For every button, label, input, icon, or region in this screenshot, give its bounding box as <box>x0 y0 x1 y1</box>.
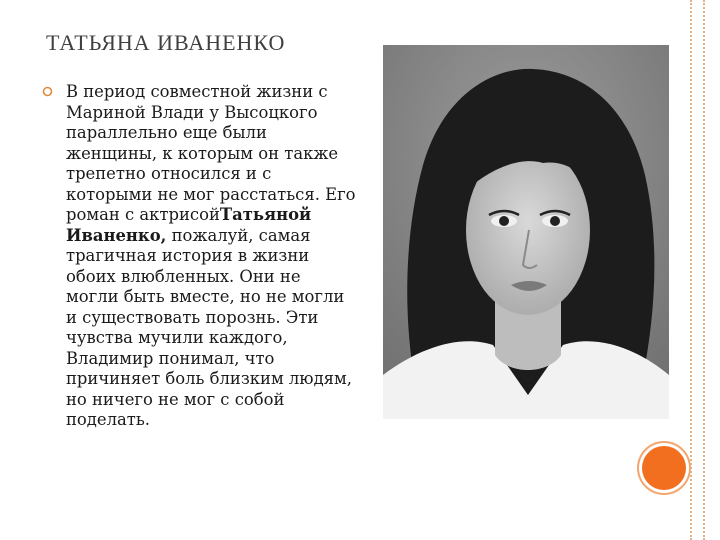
body-paragraph <box>66 82 356 431</box>
slide-title: ТАТЬЯНА ИВАНЕНКО <box>46 30 286 55</box>
paragraph-text-part2: пожалуй, самая трагичная история в жизни обоих влюбленных. Они не могли быть вместе, но не могли и существовать порознь. Эти чувства мучили каждого, Владимир понимал, что причиняет боль близким людям, но ничего не мог с собой поделать. <box>66 225 352 429</box>
dotted-line-right <box>703 0 705 540</box>
paragraph-bold-name: Татьяной Иваненко, <box>66 205 312 245</box>
orange-circle-icon <box>642 446 686 490</box>
portrait-photo <box>383 45 669 419</box>
circle-bullet-icon <box>42 86 53 97</box>
paragraph-text-part1: В период совместной жизни с Мариной Влади у Высоцкого параллельно еще были женщины, к которым он также трепетно относился и с которыми не мог расстаться. Его роман с актрисой <box>66 82 356 224</box>
dotted-line-left <box>690 0 692 540</box>
